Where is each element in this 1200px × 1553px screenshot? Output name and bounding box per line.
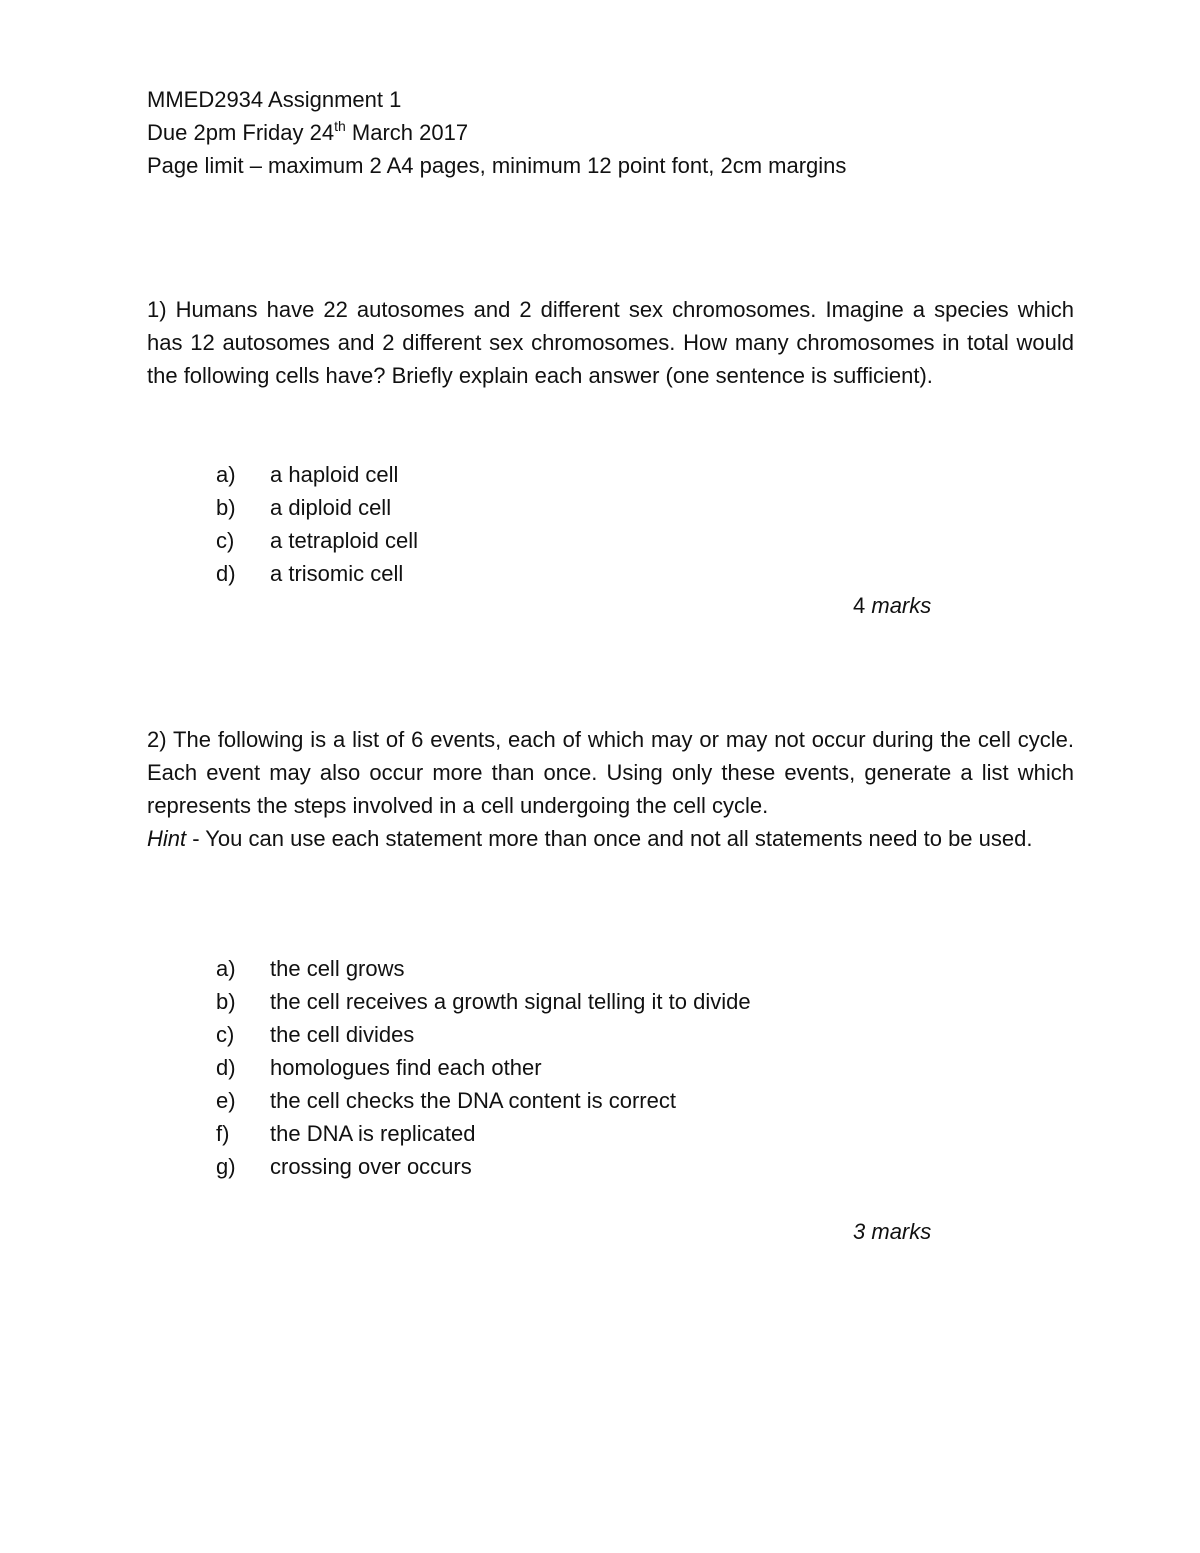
option-label: g) [216,1154,236,1179]
hint-label: Hint [147,826,187,851]
marks-number: 4 [853,593,866,618]
option-text: crossing over occurs [270,1154,472,1179]
due-date-prefix: Due 2pm Friday 24 [147,120,335,145]
option-text: the cell divides [270,1022,415,1047]
question-2-marks [853,1221,931,1243]
list-item [216,1018,751,1051]
option-text: a trisomic cell [270,561,404,586]
option-text: a haploid cell [270,462,399,487]
list-item [216,1051,751,1084]
option-text: the cell receives a growth signal telling it to divide [270,989,751,1014]
due-date [147,118,469,145]
list-item [216,1117,751,1150]
marks-word: marks [871,1219,932,1244]
marks-number: 3 [853,1219,866,1244]
question-1-text: 1) Humans have 22 autosomes and 2 different sex chromosomes. Imagine a species which has 12 autosomes and 2 different sex chromosomes. How many chromosomes in total would the following cells have? Briefly explain each answer (one sentence is sufficient). [147,297,1074,388]
option-text: the cell grows [270,956,405,981]
option-text: a diploid cell [270,495,392,520]
assignment-page [147,0,1075,1553]
option-label: c) [216,1022,235,1047]
list-item [216,952,751,985]
option-label: d) [216,1055,236,1080]
option-label: c) [216,528,235,553]
option-label: b) [216,989,236,1014]
option-text: homologues find each other [270,1055,542,1080]
page-limit-note: Page limit – maximum 2 A4 pages, minimum 12 point font, 2cm margins [147,153,847,178]
option-label: d) [216,561,236,586]
option-label: a) [216,956,236,981]
question-1-options [216,458,418,590]
option-label: e) [216,1088,236,1113]
question-2-body: 2) The following is a list of 6 events, each of which may or may not occur during the cell cycle. Each event may also occur more than once. Using only these events, generate a list which represents the steps involved in a cell undergoing the cell cycle. [147,727,1074,818]
option-label: f) [216,1121,230,1146]
list-item [216,491,418,524]
list-item [216,1150,751,1183]
option-text: the DNA is replicated [270,1121,476,1146]
list-item [216,1084,751,1117]
assignment-title: MMED2934 Assignment 1 [147,87,402,112]
list-item [216,458,418,491]
question-2-events [216,952,751,1183]
hint-text: - You can use each statement more than once and not all statements need to be used. [186,826,1033,851]
due-date-suffix: March 2017 [345,120,469,145]
question-1-marks [853,595,931,617]
option-text: the cell checks the DNA content is correct [270,1088,676,1113]
option-text: a tetraploid cell [270,528,418,553]
question-2-text [147,723,1074,855]
option-label: a) [216,462,236,487]
list-item [216,985,751,1018]
list-item [216,557,418,590]
option-label: b) [216,495,236,520]
list-item [216,524,418,557]
marks-word: marks [871,593,932,618]
due-date-ordinal: th [334,118,346,134]
